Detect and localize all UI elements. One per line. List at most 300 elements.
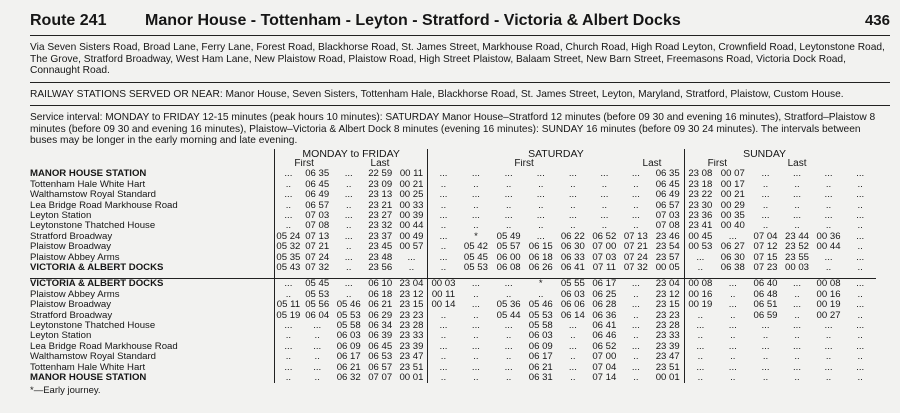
stop-name: MANOR HOUSE STATION (30, 169, 147, 180)
stop-name: Plaistow Abbey Arms (30, 252, 120, 263)
time-cell: .. (794, 331, 800, 342)
time-cell: 06 03 (528, 331, 553, 342)
time-cell: .. (275, 331, 302, 341)
time-cell: 06 17 (528, 352, 553, 363)
stop-name: Plaistow Broadway (30, 242, 112, 253)
time-cell: 00 08 (813, 279, 845, 290)
first-last-row (30, 159, 876, 169)
time-cell: .. (633, 331, 639, 342)
time-cell: 06 03 (560, 289, 585, 300)
stop-name: Leyton Station (30, 331, 92, 342)
time-cell: ... (728, 300, 737, 311)
time-cell: 07 03 (592, 252, 617, 263)
time-cell: ... (427, 232, 459, 242)
time-cell: ... (793, 210, 801, 221)
table-row (30, 180, 876, 190)
table-row (30, 279, 876, 290)
time-cell: .. (825, 331, 832, 342)
time-cell: ... (761, 321, 770, 331)
time-cell: 23 04 (396, 279, 428, 290)
time-cell: 06 03 (336, 331, 361, 342)
time-cell: 06 38 (720, 262, 745, 273)
time-cell: * (474, 231, 478, 242)
table-row (30, 342, 876, 352)
time-cell: ... (459, 279, 493, 290)
timetable (30, 149, 876, 384)
time-cell: ... (344, 190, 353, 201)
time-cell: .. (346, 200, 352, 211)
time-cell: .. (684, 373, 716, 383)
time-cell: .. (314, 331, 320, 342)
time-cell: .. (505, 331, 512, 342)
time-cell: ... (471, 169, 480, 180)
time-cell: .. (633, 289, 639, 300)
time-cell: ... (824, 210, 833, 221)
time-cell: .. (427, 352, 459, 362)
time-cell: 05 58 (528, 321, 553, 331)
time-cell: 06 28 (592, 300, 617, 311)
time-cell: ... (793, 341, 801, 352)
time-cell: .. (684, 352, 716, 362)
time-cell: 05 24 (276, 231, 301, 242)
time-cell: .. (601, 179, 608, 190)
time-cell: 05 42 (463, 242, 488, 253)
time-cell: 22 59 (368, 169, 393, 180)
time-cell: ... (493, 279, 525, 290)
time-cell: 07 15 (753, 252, 778, 263)
time-cell: 05 55 (557, 279, 589, 290)
time-cell: 06 45 (368, 341, 393, 352)
time-cell: ... (761, 210, 770, 221)
time-cell: .. (794, 289, 800, 300)
time-cell: 23 54 (655, 242, 680, 253)
time-cell: .. (570, 352, 576, 363)
time-cell: ... (344, 252, 353, 263)
stop-name: Leytonstone Thatched House (30, 221, 156, 232)
time-cell: 00 53 (684, 242, 716, 252)
blank (30, 149, 275, 159)
table-row (30, 253, 876, 263)
time-cell: .. (601, 200, 608, 211)
time-cell: ... (275, 279, 302, 290)
time-cell: ... (600, 190, 609, 201)
time-cell: 06 52 (592, 231, 617, 242)
time-cell: ... (856, 362, 865, 373)
time-cell: 06 09 (336, 341, 361, 352)
time-cell: .. (762, 179, 769, 190)
sun-first: First (684, 159, 749, 169)
time-cell: .. (570, 200, 576, 211)
time-cell: .. (684, 331, 716, 341)
time-cell: 07 12 (753, 242, 778, 253)
time-cell: 06 52 (592, 341, 617, 352)
sat-last: Last (642, 158, 662, 169)
time-cell: 06 31 (528, 373, 553, 384)
time-cell: 05 45 (301, 279, 333, 290)
route-title: Manor House - Tottenham - Leyton - Stratford - Victoria & Albert Docks (145, 12, 681, 29)
time-cell: .. (794, 221, 800, 232)
time-cell: ... (761, 169, 770, 180)
time-cell: ... (504, 321, 513, 331)
time-cell: 06 26 (528, 262, 553, 273)
time-cell: ... (275, 211, 302, 221)
time-cell: 23 56 (368, 262, 393, 273)
time-cell: ... (568, 169, 577, 180)
time-cell: .. (505, 289, 512, 300)
time-cell: ... (824, 169, 833, 180)
time-cell: 00 05 (655, 262, 680, 273)
time-cell: 05 43 (276, 262, 301, 273)
mf-first: First (275, 159, 333, 169)
time-cell: 00 57 (399, 242, 424, 253)
time-cell: ... (761, 362, 770, 373)
time-cell: 00 01 (399, 373, 424, 384)
time-cell: .. (730, 310, 736, 321)
time-cell: 06 25 (592, 289, 617, 300)
time-cell: 07 11 (592, 262, 616, 273)
time-cell: 07 32 (305, 262, 330, 273)
time-cell: 07 24 (623, 252, 648, 263)
time-cell: 05 53 (528, 310, 553, 321)
time-cell: 00 14 (427, 300, 459, 310)
time-cell: ... (600, 169, 609, 180)
time-cell: ... (781, 279, 813, 290)
time-cell: 06 27 (720, 242, 745, 253)
time-cell: ... (471, 321, 480, 331)
time-cell: .. (794, 373, 800, 384)
time-cell: 23 12 (655, 289, 680, 300)
time-cell: ... (856, 190, 865, 201)
time-cell: ... (824, 321, 833, 331)
time-cell: .. (730, 352, 736, 363)
time-cell: 23 37 (368, 231, 393, 242)
blank (30, 159, 275, 169)
time-cell: 07 00 (592, 242, 617, 253)
time-cell: 07 13 (623, 231, 648, 242)
time-cell: .. (473, 289, 479, 300)
time-cell: .. (794, 310, 800, 321)
time-cell: .. (346, 289, 352, 300)
time-cell: 00 03 (784, 262, 809, 273)
time-cell: ... (716, 279, 750, 290)
time-cell: .. (570, 373, 576, 384)
time-cell: 00 27 (816, 310, 841, 321)
time-cell: 07 08 (305, 221, 330, 232)
time-cell: ... (275, 169, 302, 179)
day-sat: SATURDAY (427, 149, 684, 159)
time-cell: 06 08 (496, 262, 521, 273)
time-cell: ... (856, 231, 865, 242)
time-cell: ... (620, 279, 652, 290)
time-cell: 00 19 (684, 300, 716, 310)
stop-name: Plaistow Broadway (30, 300, 112, 311)
time-cell: ... (856, 252, 865, 263)
time-cell: .. (730, 289, 736, 300)
time-cell: .. (794, 352, 800, 363)
time-cell: 23 12 (399, 289, 424, 300)
time-cell: .. (633, 179, 639, 190)
via-roads: Via Seven Sisters Road, Broad Lane, Ferry Lane, Forest Road, Blackhorse Road, St. James Street, Markhouse Road, Church Road, High Road Leyton, Crownfield Road, Leytonstone Road, The Grove, Stratford Broadway, West Ham Lane, New Plaistow Road, Plaistow Road, High Street Plaistow, Balaam Street, New Barn Street, Freemasons Road, Victoria Dock Road, Connaught Road. (30, 36, 890, 83)
time-cell: .. (825, 200, 832, 211)
time-cell: .. (857, 221, 863, 232)
time-cell: .. (825, 221, 832, 232)
time-cell: 23 55 (784, 252, 809, 263)
time-cell: ... (333, 279, 365, 290)
time-cell: 06 49 (655, 190, 680, 201)
time-cell: .. (314, 373, 320, 384)
time-cell: 00 40 (720, 221, 745, 232)
time-cell: .. (346, 242, 352, 253)
time-cell: 06 41 (592, 321, 617, 331)
time-cell: 06 57 (655, 200, 680, 211)
stop-name: MANOR HOUSE STATION (30, 373, 147, 384)
time-cell: ... (568, 341, 577, 352)
time-cell: 05 53 (305, 289, 330, 300)
time-cell: 06 14 (560, 310, 585, 321)
time-cell: .. (762, 373, 769, 384)
time-cell: 00 11 (427, 290, 459, 300)
time-cell: .. (275, 373, 302, 383)
time-cell: 06 18 (368, 289, 393, 300)
time-cell: 05 35 (276, 252, 301, 263)
time-cell: ... (631, 362, 640, 373)
time-cell: .. (473, 331, 479, 342)
stop-name: Stratford Broadway (30, 310, 113, 321)
time-cell: ... (728, 321, 737, 331)
stop-name: Walthamstow Royal Standard (30, 190, 157, 201)
time-cell: .. (684, 263, 716, 273)
time-cell: 00 45 (684, 232, 716, 242)
time-cell: ... (844, 279, 876, 290)
time-cell: 23 46 (655, 231, 680, 242)
time-cell: .. (825, 352, 832, 363)
time-cell: ... (313, 362, 322, 373)
time-cell: 00 21 (720, 190, 745, 201)
time-cell: ... (504, 169, 513, 180)
time-cell: 06 59 (753, 310, 778, 321)
stop-name: VICTORIA & ALBERT DOCKS (30, 262, 164, 273)
time-cell: 00 17 (720, 179, 745, 190)
time-cell: ... (344, 231, 353, 242)
time-cell: .. (505, 221, 512, 232)
table-row (30, 300, 876, 310)
time-cell: 23 47 (399, 352, 424, 363)
time-cell: 06 29 (368, 310, 393, 321)
time-cell: .. (473, 373, 479, 384)
time-cell: 23 33 (655, 331, 680, 342)
time-cell: 00 21 (399, 179, 424, 190)
day-mf: MONDAY to FRIDAY (275, 149, 428, 159)
time-cell: .. (730, 331, 736, 342)
time-cell: 00 39 (399, 210, 424, 221)
time-cell: ... (728, 341, 737, 352)
time-cell: ... (427, 253, 459, 263)
time-cell: .. (427, 373, 459, 383)
table-row (30, 232, 876, 242)
time-cell: 07 24 (305, 252, 330, 263)
time-cell: 07 00 (592, 352, 617, 363)
time-cell: .. (427, 242, 459, 252)
time-cell: .. (857, 373, 863, 384)
time-cell: 06 36 (592, 310, 617, 321)
time-cell: ... (313, 341, 322, 352)
time-cell: 07 14 (592, 373, 617, 384)
time-cell: 06 17 (336, 352, 361, 363)
time-cell: .. (825, 179, 832, 190)
time-cell: 06 33 (560, 252, 585, 263)
time-cell: 23 27 (368, 210, 393, 221)
time-cell: 06 35 (655, 169, 680, 180)
time-cell: .. (427, 263, 459, 273)
time-cell: 00 29 (720, 200, 745, 211)
time-cell: .. (857, 310, 863, 321)
time-cell: ... (684, 321, 716, 331)
time-cell: ... (856, 210, 865, 221)
time-cell: 07 04 (753, 231, 778, 242)
time-cell: .. (314, 352, 320, 363)
time-cell: ... (471, 362, 480, 373)
time-cell: 00 08 (684, 279, 716, 290)
stop-name: Walthamstow Royal Standard (30, 352, 157, 363)
time-cell: 06 00 (496, 252, 521, 263)
time-cell: ... (344, 210, 353, 221)
time-cell: 06 49 (305, 190, 330, 201)
time-cell: ... (471, 300, 480, 311)
time-cell: ... (684, 363, 716, 373)
stop-name: Plaistow Abbey Arms (30, 289, 120, 300)
table-row (30, 331, 876, 341)
stop-name: Leytonstone Thatched House (30, 321, 156, 331)
time-cell: 05 49 (496, 231, 521, 242)
time-cell: .. (538, 221, 544, 232)
time-cell: .. (427, 201, 459, 211)
time-cell: 05 45 (463, 252, 488, 263)
time-cell: 06 45 (305, 179, 330, 190)
time-cell: .. (275, 290, 302, 300)
time-cell: .. (473, 179, 479, 190)
time-cell: 00 33 (399, 200, 424, 211)
time-cell: ... (631, 190, 640, 201)
time-cell: 05 36 (496, 300, 521, 311)
stop-name: Lea Bridge Road Markhouse Road (30, 200, 178, 211)
table-row (30, 352, 876, 362)
time-cell: 06 22 (560, 231, 585, 242)
time-cell: ... (471, 341, 480, 352)
time-cell: 06 40 (750, 279, 782, 290)
time-cell: 06 30 (720, 252, 745, 263)
time-cell: 06 39 (368, 331, 393, 342)
table-row (30, 311, 876, 321)
time-cell: .. (633, 310, 639, 321)
time-cell: ... (344, 169, 353, 180)
time-cell: ... (684, 253, 716, 263)
time-cell: ... (407, 252, 416, 263)
time-cell: 05 46 (336, 300, 361, 311)
time-cell: .. (570, 179, 576, 190)
time-cell: 00 44 (816, 242, 841, 253)
time-cell: 23 15 (655, 300, 680, 311)
time-cell: .. (473, 221, 479, 232)
time-cell: ... (761, 341, 770, 352)
time-cell: 23 21 (368, 200, 393, 211)
time-cell: 06 21 (528, 362, 553, 373)
time-cell: 05 19 (276, 310, 301, 321)
table-row (30, 211, 876, 221)
time-cell: ... (427, 211, 459, 221)
day-sun: SUNDAY (684, 149, 844, 159)
time-cell: .. (601, 221, 608, 232)
table-row (30, 363, 876, 373)
time-cell: 00 01 (655, 373, 680, 384)
time-cell: ... (504, 190, 513, 201)
time-cell: 06 06 (560, 300, 585, 311)
time-cell: 23 18 (684, 180, 716, 190)
time-cell: 06 51 (753, 300, 778, 311)
time-cell: .. (570, 221, 576, 232)
time-cell: ... (427, 363, 459, 373)
time-cell: .. (346, 179, 352, 190)
time-cell: 06 45 (655, 179, 680, 190)
time-cell: 07 08 (655, 221, 680, 232)
time-cell: ... (427, 169, 459, 179)
time-cell: 23 28 (655, 321, 680, 331)
time-cell: ... (275, 342, 302, 352)
time-cell: 23 44 (784, 231, 809, 242)
time-cell: 00 25 (399, 190, 424, 201)
time-cell: 23 57 (655, 252, 680, 263)
time-cell: 07 03 (305, 210, 330, 221)
time-cell: ... (793, 321, 801, 331)
time-cell: 23 48 (368, 252, 393, 263)
time-cell: 23 39 (655, 341, 680, 352)
time-cell: 06 17 (589, 279, 621, 290)
time-cell: .. (762, 352, 769, 363)
time-cell: .. (538, 200, 544, 211)
time-cell: .. (275, 352, 302, 362)
time-cell: ... (275, 363, 302, 373)
time-cell: 06 34 (368, 321, 393, 331)
time-cell: 05 56 (305, 300, 330, 311)
time-cell: .. (473, 200, 479, 211)
time-cell: 07 21 (623, 242, 648, 253)
time-cell: ... (568, 190, 577, 201)
time-cell: 00 36 (816, 231, 841, 242)
time-cell: .. (427, 180, 459, 190)
time-cell: ... (728, 362, 737, 373)
time-cell: 23 47 (655, 352, 680, 363)
time-cell: .. (857, 331, 863, 342)
time-cell: .. (633, 373, 639, 384)
time-cell: .. (857, 179, 863, 190)
time-cell: 00 03 (427, 279, 459, 290)
time-cell: 07 04 (592, 362, 617, 373)
time-cell: 00 11 (399, 169, 424, 180)
time-cell: ... (824, 341, 833, 352)
time-cell: 07 21 (305, 242, 330, 253)
time-cell: ... (793, 169, 801, 180)
time-cell: 06 35 (305, 169, 330, 180)
time-cell: 07 23 (753, 262, 778, 273)
time-cell: ... (600, 210, 609, 221)
time-cell: ... (313, 321, 322, 331)
time-cell: ... (427, 321, 459, 331)
table-row (30, 201, 876, 211)
time-cell: 23 41 (684, 221, 716, 231)
time-cell: ... (824, 362, 833, 373)
time-cell: ... (275, 321, 302, 331)
time-cell: .. (762, 221, 769, 232)
time-cell: ... (856, 321, 865, 331)
